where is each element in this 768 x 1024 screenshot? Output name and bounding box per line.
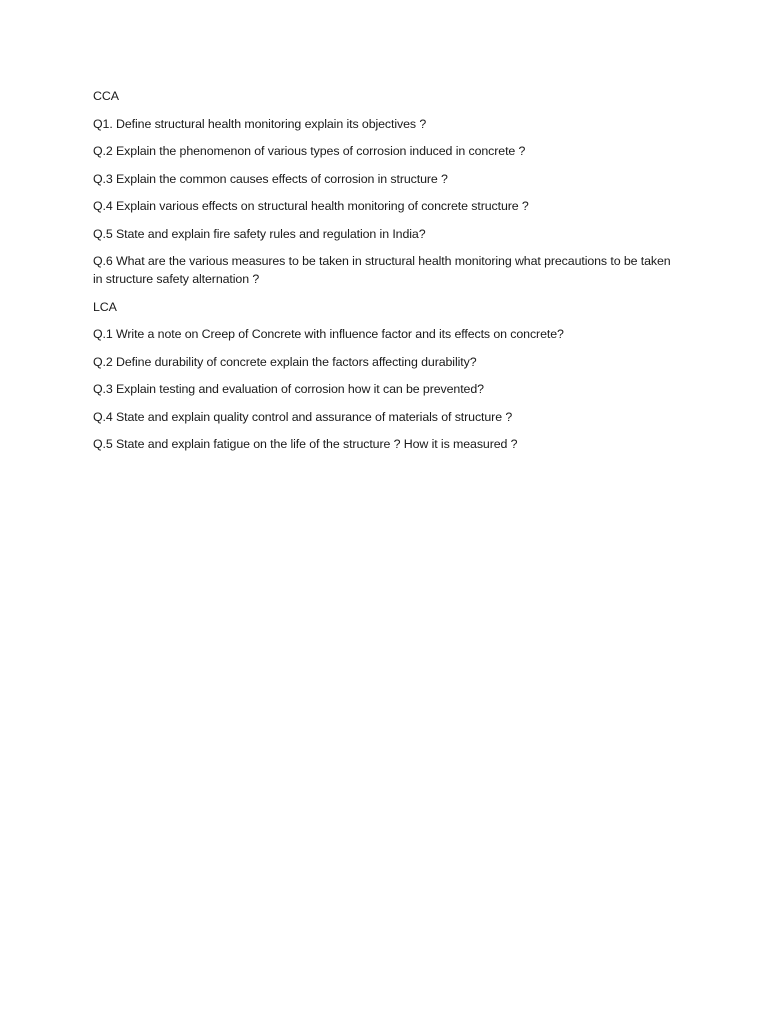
question-item: Q.2 Define durability of concrete explain the factors affecting durability? <box>93 354 477 369</box>
question-item: Q.1 Write a note on Creep of Concrete with influence factor and its effects on concrete? <box>93 327 564 341</box>
question-item: Q.3 Explain the common causes effects of corrosion in structure ? <box>93 171 448 186</box>
question-item: Q.4 State and explain quality control and assurance of materials of structure ? <box>93 409 513 424</box>
question-item: Q.6 What are the various measures to be taken in structural health monitoring what precautions to be taken in structure safety alternation ? <box>93 254 671 286</box>
question-item: Q.2 Explain the phenomenon of various types of corrosion induced in concrete ? <box>93 144 526 158</box>
question-item: Q.5 State and explain fire safety rules and regulation in India? <box>93 226 426 241</box>
question-item: Q.3 Explain testing and evaluation of corrosion how it can be prevented? <box>93 382 484 396</box>
section-heading-lca: LCA <box>93 299 117 314</box>
document-content <box>93 87 673 463</box>
section-heading-cca: CCA <box>93 89 119 103</box>
question-item: Q.5 State and explain fatigue on the life of the structure ? How it is measured ? <box>93 437 518 451</box>
question-item: Q.4 Explain various effects on structural health monitoring of concrete structure ? <box>93 199 529 213</box>
question-item: Q1. Define structural health monitoring explain its objectives ? <box>93 116 427 131</box>
